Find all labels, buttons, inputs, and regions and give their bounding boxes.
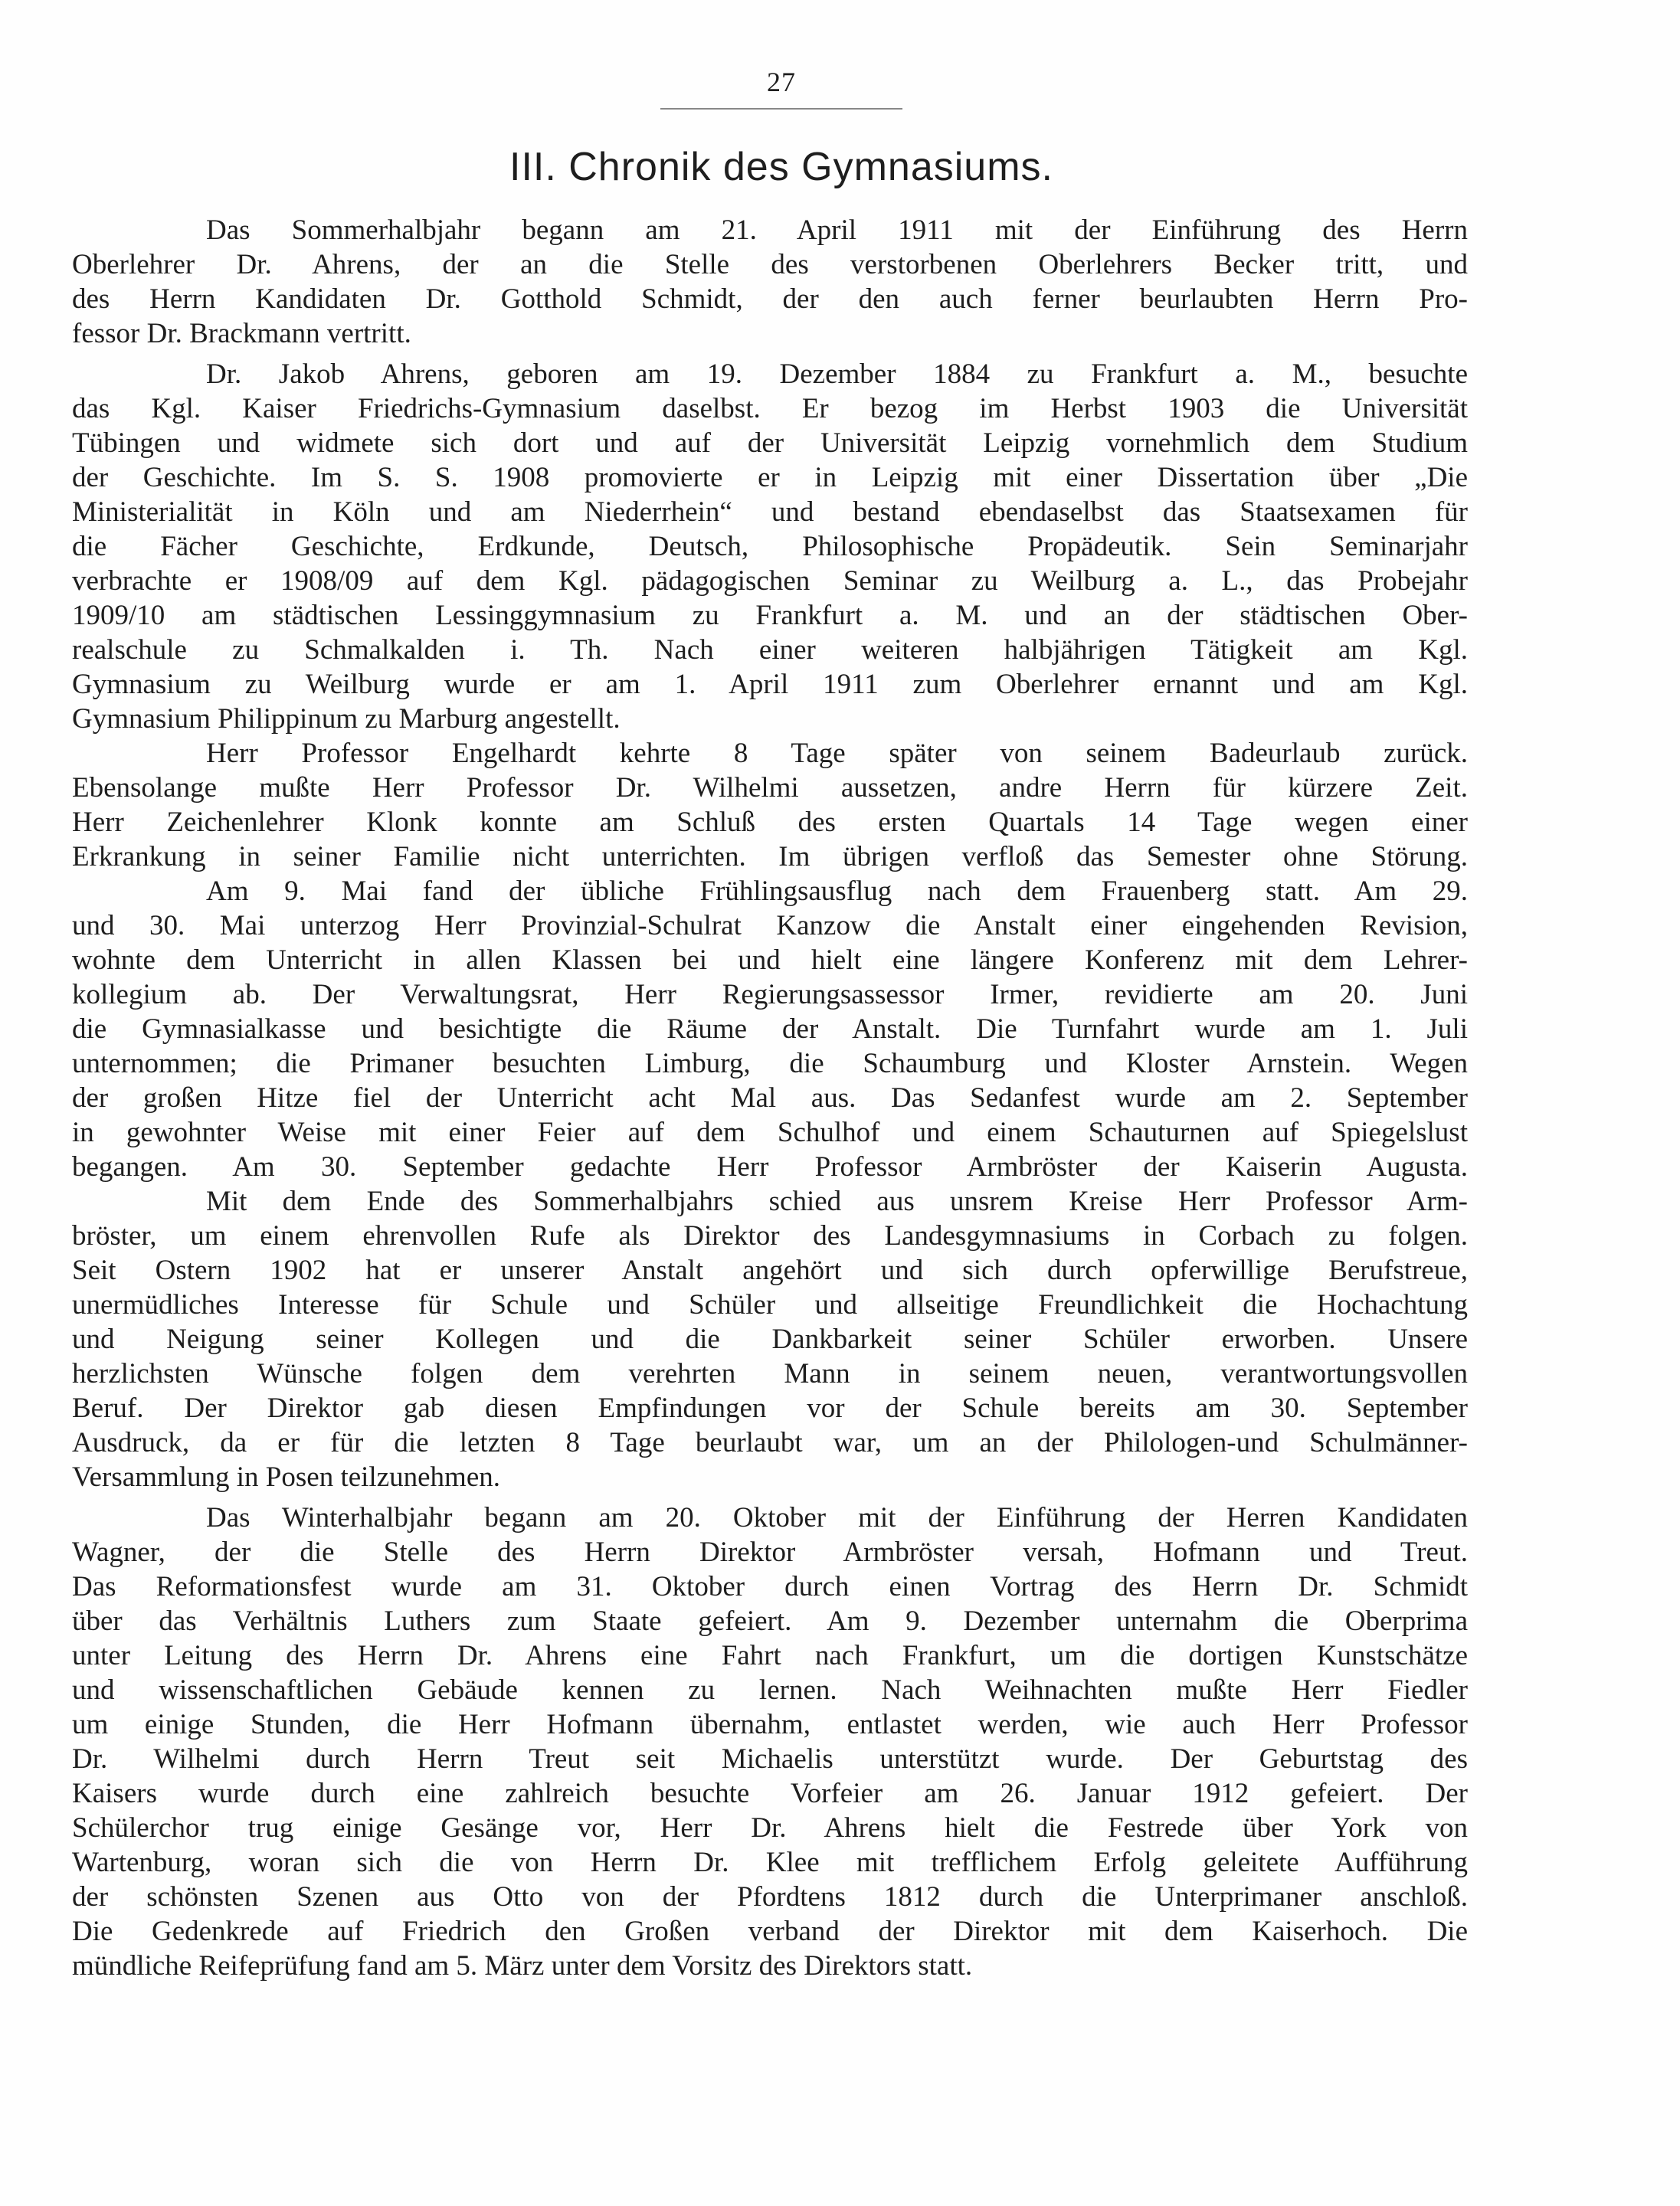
text-line: Dr. Jakob Ahrens, geboren am 19. Dezember 1884 zu Frankfurt a. M., besuchte — [206, 358, 1468, 390]
text-line: Seit Ostern 1902 hat er unserer Anstalt angehört und sich durch opferwillige Berufstreue, — [72, 1255, 1468, 1286]
text-line: der großen Hitze fiel der Unterricht acht Mal aus. Das Sedanfest wurde am 2. September — [72, 1082, 1468, 1114]
page-number: 27 — [767, 67, 796, 97]
paragraph-5 — [72, 1184, 1468, 1494]
text-line: Wagner, der die Stelle des Herrn Direktor Armbröster versah, Hofmann und Treut. — [72, 1537, 1468, 1568]
chronicle-body — [72, 213, 1468, 1983]
text-line: Herr Professor Engelhardt kehrte 8 Tage später von seinem Badeurlaub zurück. — [206, 738, 1468, 769]
text-line: Ministerialität in Köln und am Niederrhein“ und bestand ebendaselbst das Staatsexamen für — [72, 496, 1468, 528]
text-line: und 30. Mai unterzog Herr Provinzial-Schulrat Kanzow die Anstalt einer eingehenden Revision, — [72, 910, 1468, 941]
text-line: um einige Stunden, die Herr Hofmann übernahm, entlastet werden, wie auch Herr Professor — [72, 1709, 1468, 1740]
text-line: Das Winterhalbjahr begann am 20. Oktober mit der Einführung der Herren Kandidaten — [206, 1502, 1468, 1533]
text-line: Dr. Wilhelmi durch Herrn Treut seit Michaelis unterstützt wurde. Der Geburtstag des — [72, 1743, 1468, 1775]
text-line: mündliche Reifeprüfung fand am 5. März unter dem Vorsitz des Direktors statt. — [72, 1950, 973, 1982]
text-line: Mit dem Ende des Sommerhalbjahrs schied aus unsrem Kreise Herr Professor Arm- — [206, 1186, 1468, 1217]
text-line: herzlichsten Wünsche folgen dem verehrten Mann in seinem neuen, verantwortungsvollen — [72, 1358, 1468, 1389]
text-line: Die Gedenkrede auf Friedrich den Großen verband der Direktor mit dem Kaiserhoch. Die — [72, 1916, 1468, 1947]
text-line: wohnte dem Unterricht in allen Klassen bei und hielt eine längere Konferenz mit dem Lehrer- — [72, 944, 1468, 976]
text-line: Oberlehrer Dr. Ahrens, der an die Stelle des verstorbenen Oberlehrers Becker tritt, und — [72, 249, 1468, 280]
text-line: der Geschichte. Im S. S. 1908 promovierte er in Leipzig mit einer Dissertation über „Die — [72, 462, 1468, 493]
text-line: über das Verhältnis Luthers zum Staate gefeiert. Am 9. Dezember unternahm die Oberprima — [72, 1605, 1468, 1637]
paragraph-6 — [72, 1501, 1468, 1983]
text-line: Erkrankung in seiner Familie nicht unterrichten. Im übrigen verfloß das Semester ohne Störung. — [72, 841, 1468, 872]
text-line: der schönsten Szenen aus Otto von der Pfordtens 1812 durch die Unterprimaner anschloß. — [72, 1881, 1468, 1913]
chapter-title: III. Chronik des Gymnasiums. — [509, 145, 1053, 189]
text-line: fessor Dr. Brackmann vertritt. — [72, 318, 411, 349]
paragraph-1 — [72, 213, 1468, 351]
text-line: Versammlung in Posen teilzunehmen. — [72, 1461, 501, 1493]
text-line: Herr Zeichenlehrer Klonk konnte am Schluß des ersten Quartals 14 Tage wegen einer — [72, 807, 1468, 838]
paragraph-2 — [72, 357, 1468, 736]
text-line: Tübingen und widmete sich dort und auf der Universität Leipzig vornehmlich dem Studium — [72, 427, 1468, 459]
text-line: unter Leitung des Herrn Dr. Ahrens eine Fahrt nach Frankfurt, um die dortigen Kunstschätze — [72, 1640, 1468, 1671]
text-line: Ebensolange mußte Herr Professor Dr. Wilhelmi aussetzen, andre Herrn für kürzere Zeit. — [72, 772, 1468, 804]
text-line: Kaisers wurde durch eine zahlreich besuchte Vorfeier am 26. Januar 1912 gefeiert. Der — [72, 1778, 1468, 1809]
text-line: begangen. Am 30. September gedachte Herr Professor Armbröster der Kaiserin Augusta. — [72, 1151, 1468, 1183]
text-line: und wissenschaftlichen Gebäude kennen zu lernen. Nach Weihnachten mußte Herr Fiedler — [72, 1674, 1468, 1706]
text-line: bröster, um einem ehrenvollen Rufe als Direktor des Landesgymnasiums in Corbach zu folgen. — [72, 1220, 1468, 1252]
text-line: und Neigung seiner Kollegen und die Dankbarkeit seiner Schüler erworben. Unsere — [72, 1324, 1468, 1355]
text-line: Beruf. Der Direktor gab diesen Empfindungen vor der Schule bereits am 30. September — [72, 1393, 1468, 1424]
text-line: Gymnasium Philippinum zu Marburg angestellt. — [72, 703, 621, 735]
text-line: in gewohnter Weise mit einer Feier auf dem Schulhof und einem Schauturnen auf Spiegelslust — [72, 1117, 1468, 1148]
header-divider — [660, 108, 902, 110]
text-line: Am 9. Mai fand der übliche Frühlingsausflug nach dem Frauenberg statt. Am 29. — [206, 876, 1468, 907]
text-line: Gymnasium zu Weilburg wurde er am 1. April 1911 zum Oberlehrer ernannt und am Kgl. — [72, 669, 1468, 700]
text-line: realschule zu Schmalkalden i. Th. Nach einer weiteren halbjährigen Tätigkeit am Kgl. — [72, 634, 1468, 666]
text-line: Ausdruck, da er für die letzten 8 Tage beurlaubt war, um an der Philologen-und Schulmänner- — [72, 1427, 1468, 1458]
text-line: des Herrn Kandidaten Dr. Gotthold Schmidt, der den auch ferner beurlaubten Herrn Pro- — [72, 283, 1468, 315]
text-line: 1909/10 am städtischen Lessinggymnasium zu Frankfurt a. M. und an der städtischen Ober- — [72, 600, 1468, 631]
text-line: Wartenburg, woran sich die von Herrn Dr. Klee mit trefflichem Erfolg geleitete Aufführung — [72, 1847, 1468, 1878]
text-line: das Kgl. Kaiser Friedrichs-Gymnasium daselbst. Er bezog im Herbst 1903 die Universität — [72, 393, 1468, 424]
paragraph-3 — [72, 736, 1468, 874]
text-line: die Fächer Geschichte, Erdkunde, Deutsch, Philosophische Propädeutik. Sein Seminarjahr — [72, 531, 1468, 562]
text-line: unternommen; die Primaner besuchten Limburg, die Schaumburg und Kloster Arnstein. Wegen — [72, 1048, 1468, 1079]
text-line: verbrachte er 1908/09 auf dem Kgl. pädagogischen Seminar zu Weilburg a. L., das Probejahr — [72, 565, 1468, 597]
text-line: Schülerchor trug einige Gesänge vor, Herr Dr. Ahrens hielt die Festrede über York von — [72, 1812, 1468, 1844]
text-line: Das Sommerhalbjahr begann am 21. April 1911 mit der Einführung des Herrn — [206, 214, 1468, 246]
text-line: die Gymnasialkasse und besichtigte die Räume der Anstalt. Die Turnfahrt wurde am 1. Juli — [72, 1013, 1468, 1045]
text-line: kollegium ab. Der Verwaltungsrat, Herr Regierungsassessor Irmer, revidierte am 20. Juni — [72, 979, 1468, 1010]
text-line: Das Reformationsfest wurde am 31. Oktober durch einen Vortrag des Herrn Dr. Schmidt — [72, 1571, 1468, 1602]
paragraph-4 — [72, 874, 1468, 1184]
text-line: unermüdliches Interesse für Schule und Schüler und allseitige Freundlichkeit die Hochachtung — [72, 1289, 1468, 1321]
